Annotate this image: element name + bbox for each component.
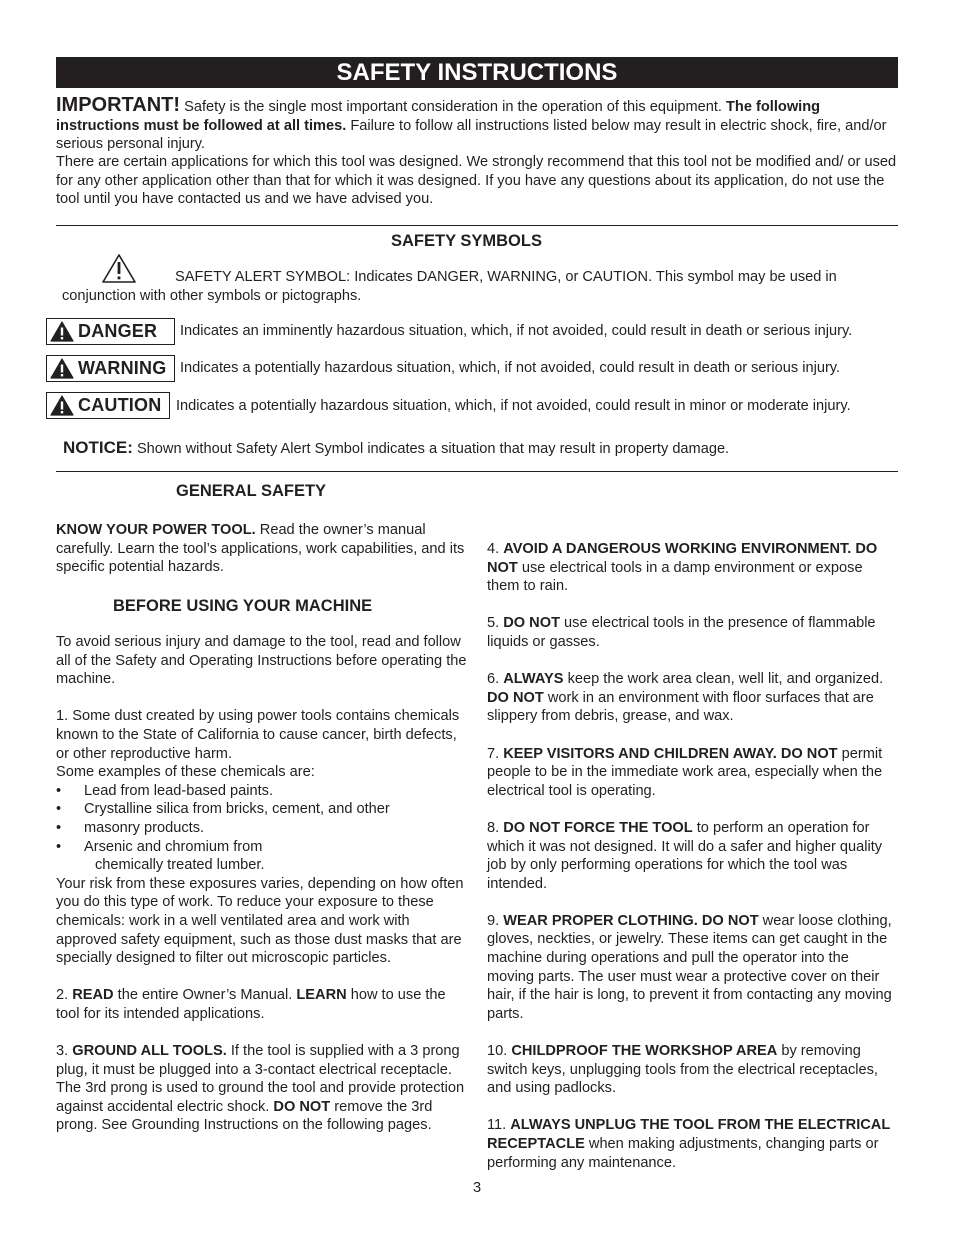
- intro-paragraph-2: There are certain applications for which this tool was designed. We strongly recommend that this tool not be modified and/ or used for any other application other than that for which it was designed. If you have any questions about its application, do not use the tool until you have contacted us and we have advised you.: [56, 154, 897, 208]
- divider: [56, 471, 898, 472]
- before-using-heading: BEFORE USING YOUR MACHINE: [113, 597, 373, 615]
- know-tool-paragraph: KNOW YOUR POWER TOOL. Read the owner’s manual carefully. Learn the tool’s applications, work capabilities, and its specific potential hazards.: [56, 522, 465, 576]
- item-4: 4. AVOID A DANGEROUS WORKING ENVIRONMENT. DO NOT use electrical tools in a damp environment or expose them to rain.: [487, 541, 878, 595]
- page-title: SAFETY INSTRUCTIONS: [56, 57, 898, 88]
- list-item: • Arsenic and chromium from: [56, 838, 263, 855]
- danger-text: Indicates an imminently hazardous situation, which, if not avoided, could result in death or serious injury.: [180, 323, 853, 339]
- caution-text: Indicates a potentially hazardous situation, which, if not avoided, could result in minor or moderate injury.: [176, 398, 851, 414]
- item-1-examples: Some examples of these chemicals are:: [56, 764, 315, 781]
- list-item: • Lead from lead-based paints.: [56, 782, 274, 799]
- notice-line: NOTICE: Shown without Safety Alert Symbol indicates a situation that may result in property damage.: [63, 438, 730, 457]
- important-label: IMPORTANT!: [56, 94, 181, 116]
- safety-alert-text: SAFETY ALERT SYMBOL: Indicates DANGER, WARNING, or CAUTION. This symbol may be used in conjunction with other symbols or pictographs.: [62, 269, 837, 304]
- item-2: 2. READ the entire Owner’s Manual. LEARN how to use the tool for its intended applications.: [56, 987, 446, 1022]
- item-1: 1. Some dust created by using power tools contains chemicals known to the State of California to cause cancer, birth defects, or other reproductive harm.: [56, 708, 460, 762]
- page-number: 3: [472, 1180, 482, 1196]
- warning-word: WARNING: [78, 358, 167, 378]
- item-5: 5. DO NOT use electrical tools in the presence of flammable liquids or gasses.: [487, 615, 876, 650]
- list-item-continuation: chemically treated lumber.: [95, 857, 265, 874]
- left-column: [56, 521, 467, 577]
- warning-label: [46, 355, 175, 382]
- item-7: 7. KEEP VISITORS AND CHILDREN AWAY. DO NOT permit people to be in the immediate work area, especially when the electrical tool is operating.: [487, 745, 883, 799]
- warning-triangle-icon: [50, 358, 74, 379]
- caution-label: [46, 392, 170, 419]
- divider: [56, 225, 898, 226]
- intro-paragraph: IMPORTANT! Safety is the single most important consideration in the operation of this equipment. The following instructions must be followed at all times. Failure to follow all instructions listed below may result in electric shock, fire, and/or serious personal injury.: [56, 94, 887, 153]
- general-safety-heading: GENERAL SAFETY: [176, 482, 327, 500]
- item-8: 8. DO NOT FORCE THE TOOL to perform an operation for which it was not designed. It will do a safer and higher quality job by only performing operations for which the tool was intended.: [487, 819, 883, 892]
- item-1-risk: Your risk from these exposures varies, depending on how often you do this type of work. To reduce your exposure to these chemicals: work in a well ventilated area and work with approved safety equipment, such as those dust masks that are specially designed to filter out microscopic particles.: [56, 875, 464, 967]
- item-10: 10. CHILDPROOF THE WORKSHOP AREA by removing switch keys, unplugging tools from the electrical receptacles, and using padlocks.: [487, 1043, 878, 1097]
- item-11: 11. ALWAYS UNPLUG THE TOOL FROM THE ELECTRICAL RECEPTACLE when making adjustments, changing parts or performing any maintenance.: [487, 1117, 890, 1171]
- caution-triangle-icon: [50, 395, 74, 416]
- danger-warning-icon: [50, 321, 74, 342]
- list-item: • Crystalline silica from bricks, cement, and other: [56, 801, 390, 818]
- danger-label: [46, 318, 175, 345]
- notice-label: NOTICE:: [63, 438, 133, 457]
- item-9: 9. WEAR PROPER CLOTHING. DO NOT wear loose clothing, gloves, neckties, or jewelry. These items can get caught in the machine during operations and pull the operator into the moving parts. The user must wear a protective cover on their hair, if the hair is long, to prevent it from contacting any moving parts.: [487, 912, 892, 1022]
- warning-text: Indicates a potentially hazardous situation, which, if not avoided, could result in death or serious injury.: [180, 360, 841, 376]
- safety-symbols-heading: SAFETY SYMBOLS: [391, 232, 542, 250]
- caution-word: CAUTION: [78, 395, 162, 415]
- right-column: [487, 540, 899, 1172]
- before-using-intro: To avoid serious injury and damage to the tool, read and follow all of the Safety and Operating Instructions before operating the machine.: [56, 634, 467, 688]
- item-3: 3. GROUND ALL TOOLS. If the tool is supplied with a 3 prong plug, it must be plugged into a 3-contact electrical receptacle. The 3rd prong is used to ground the tool and provide protection against accidental electric shock. DO NOT remove the 3rd prong. See Grounding Instructions on the following pages.: [56, 1043, 465, 1134]
- item-6: 6. ALWAYS keep the work area clean, well lit, and organized. DO NOT work in an environment with floor surfaces that are slippery from debris, grease, and wax.: [487, 671, 884, 725]
- danger-word: DANGER: [78, 321, 158, 341]
- list-item: • masonry products.: [56, 819, 205, 836]
- before-using-body: [56, 633, 467, 1135]
